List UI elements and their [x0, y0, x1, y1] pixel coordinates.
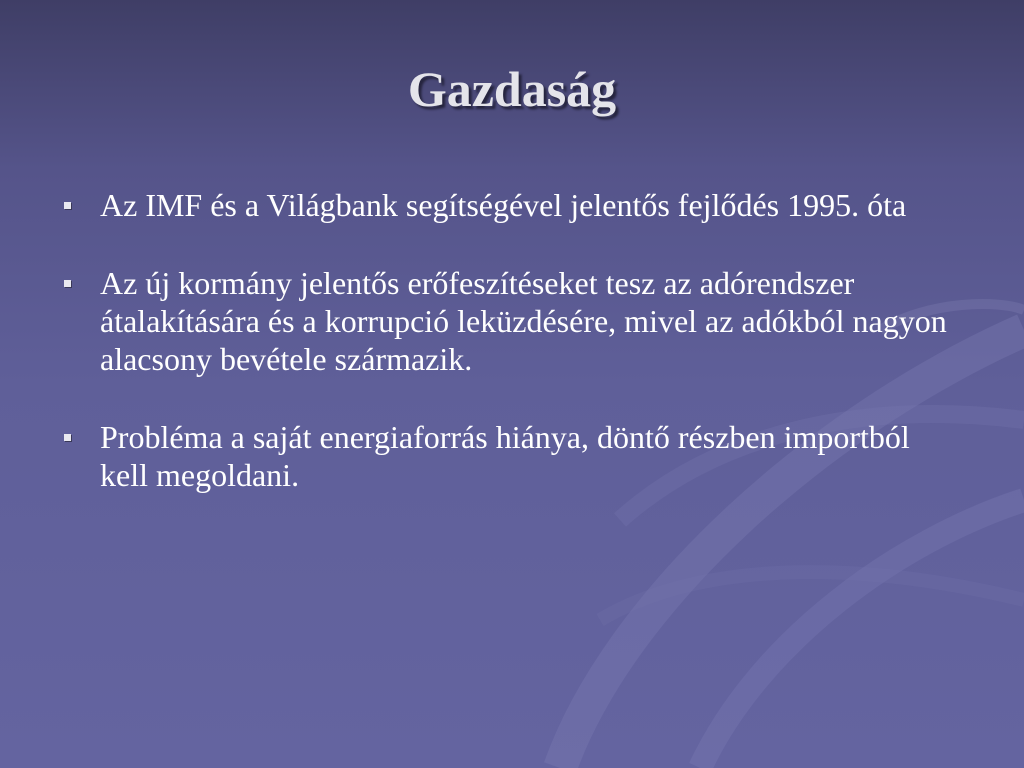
bullet-item — [62, 186, 962, 224]
bullet-text: Az új kormány jelentős erőfeszítéseket tesz az adórendszer átalakítására és a korrupció leküzdésére, mivel az adókból nagyon alacsony bevétele származik. — [100, 265, 947, 377]
bullet-text: Probléma a saját energiaforrás hiánya, döntő részben importból kell megoldani. — [100, 419, 910, 493]
square-bullet-icon — [64, 202, 71, 209]
square-bullet-icon — [64, 434, 71, 441]
bullet-text: Az IMF és a Világbank segítségével jelentős fejlődés 1995. óta — [100, 187, 907, 223]
bullet-item — [62, 264, 962, 378]
bullet-item — [62, 418, 962, 494]
bullet-list — [62, 186, 962, 534]
slide-title: Gazdaság — [407, 61, 617, 117]
square-bullet-icon — [64, 280, 71, 287]
